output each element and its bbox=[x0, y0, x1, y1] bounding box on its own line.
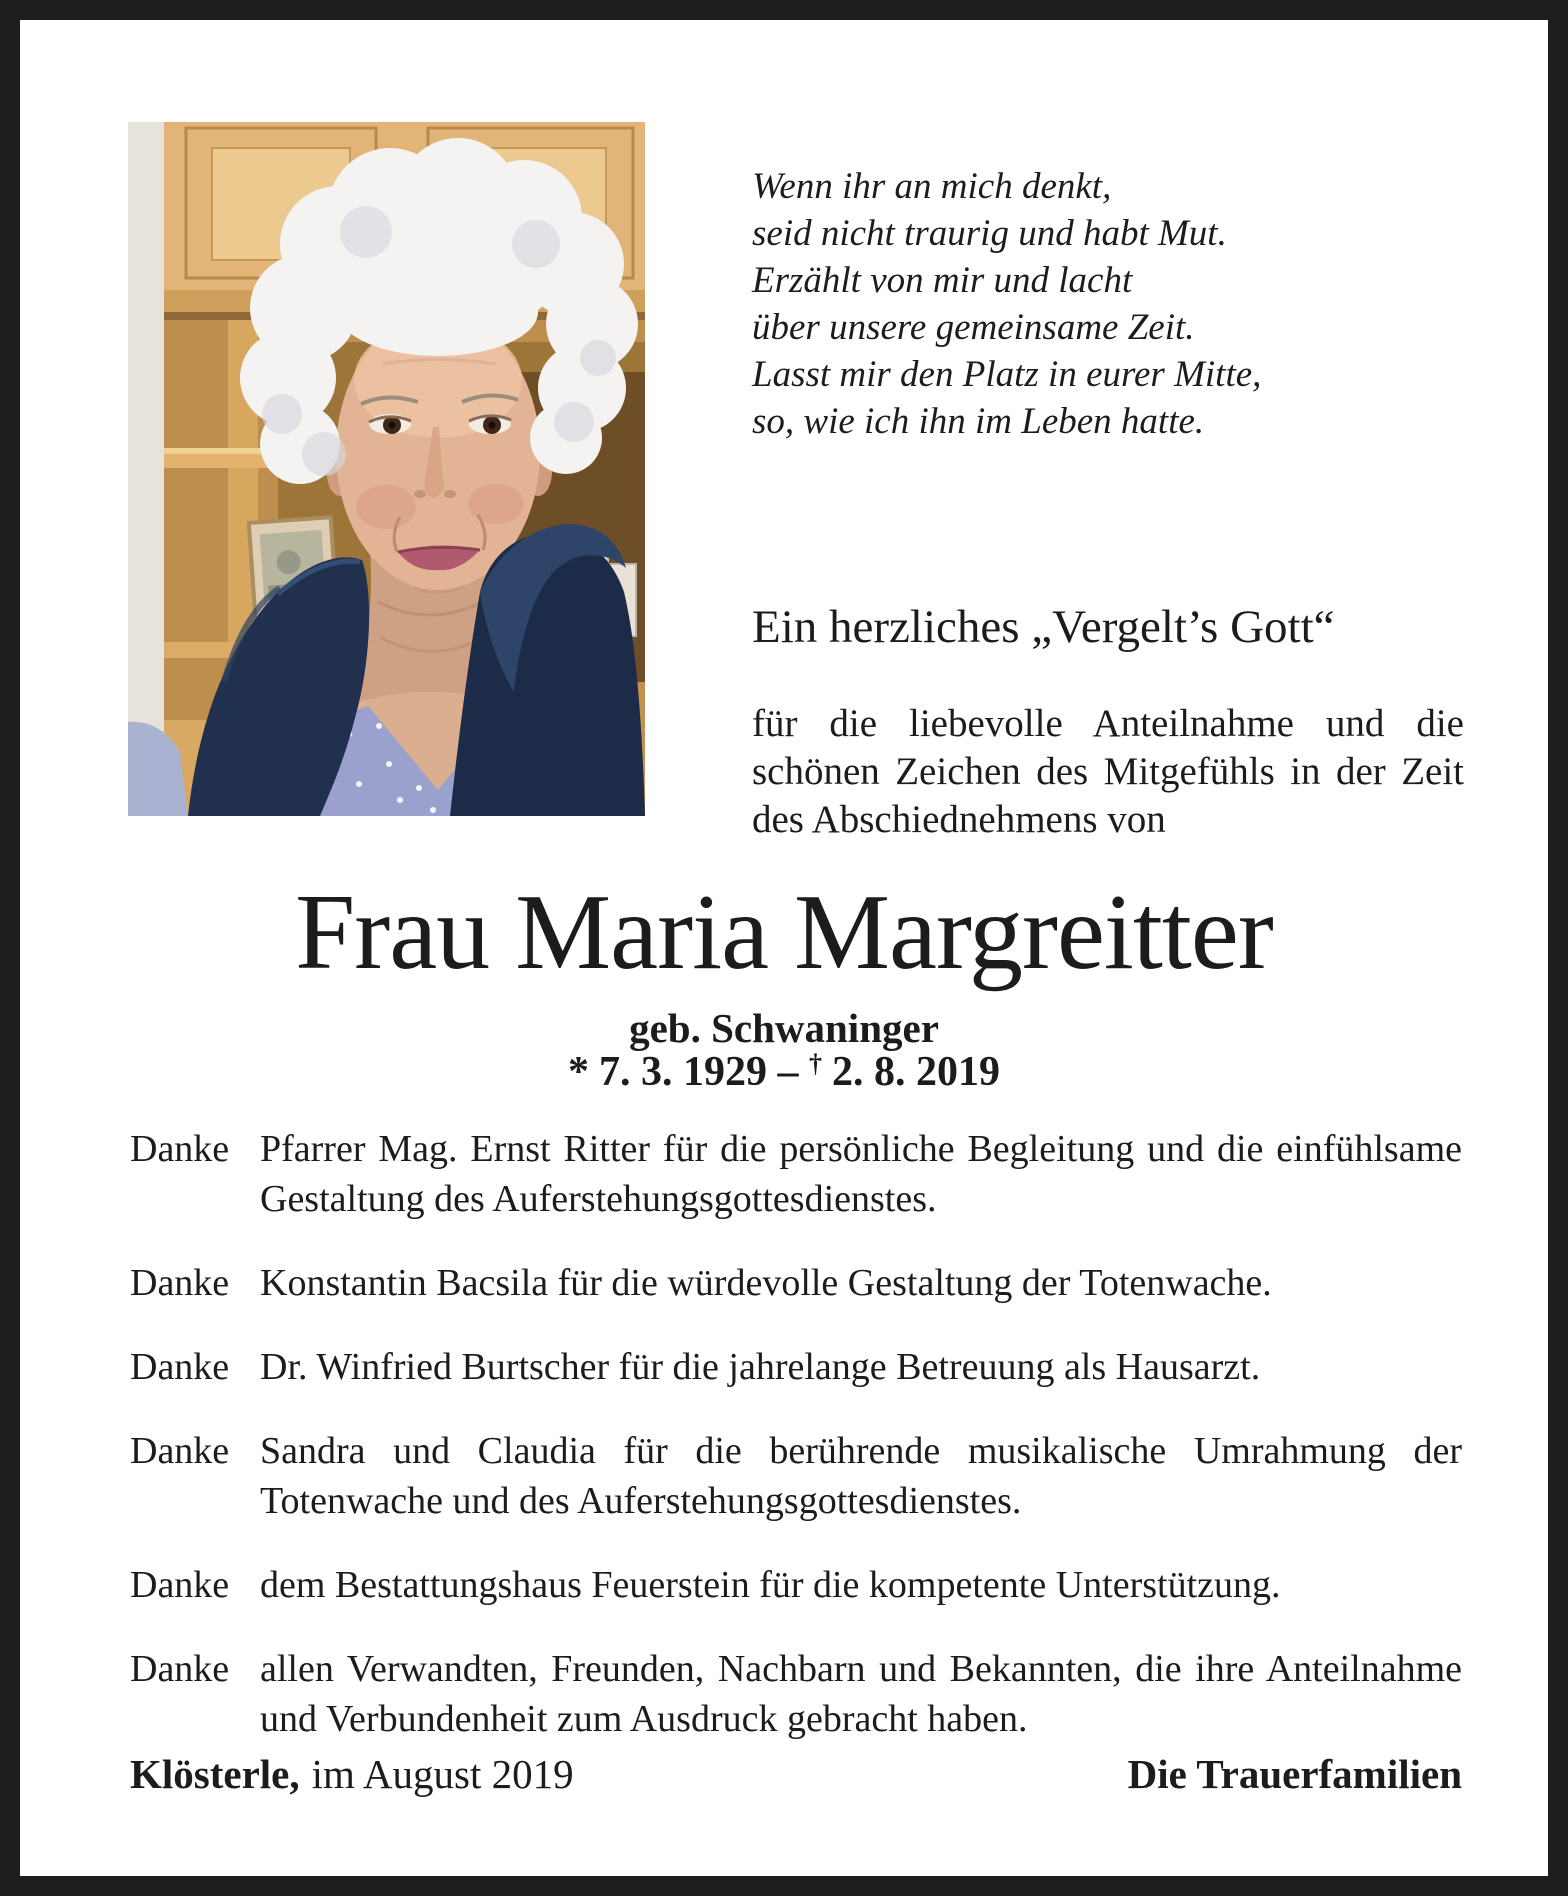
footer-signature: Die Trauerfamilien bbox=[1127, 1751, 1462, 1797]
danke-label: Danke bbox=[130, 1128, 230, 1170]
thanks-heading: Ein herzliches „Vergelt’s Gott“ bbox=[752, 601, 1335, 653]
footer-place-date bbox=[130, 1750, 574, 1798]
danke-label: Danke bbox=[130, 1346, 230, 1388]
acknowledgement-text: Konstantin Bacsila für die würdevolle Gestaltung der Totenwache. bbox=[260, 1262, 1272, 1304]
poem-line: seid nicht traurig und habt Mut. bbox=[752, 213, 1227, 254]
acknowledgement-list bbox=[130, 1124, 1462, 1778]
date-separator: – bbox=[777, 1049, 799, 1095]
acknowledgement-item bbox=[130, 1258, 1462, 1308]
poem-line: so, wie ich ihn im Leben hatte. bbox=[752, 401, 1205, 442]
acknowledgement-item bbox=[130, 1426, 1462, 1526]
portrait-photo bbox=[128, 122, 645, 816]
maiden-name: geb. Schwaninger bbox=[629, 1005, 939, 1051]
poem-line: Wenn ihr an mich denkt, bbox=[752, 166, 1112, 207]
death-symbol: † bbox=[808, 1048, 822, 1078]
footer-place: Klösterle, bbox=[130, 1751, 300, 1797]
acknowledgement-text: Sandra und Claudia für die berührende musikalische Umrahmung der Totenwache und des Auferstehungsgottesdienstes. bbox=[260, 1430, 1462, 1522]
memorial-poem bbox=[752, 163, 1472, 445]
acknowledgement-item bbox=[130, 1342, 1462, 1392]
footer-date: im August 2019 bbox=[311, 1751, 574, 1797]
birth-date: 7. 3. 1929 bbox=[598, 1049, 767, 1095]
acknowledgement-text: Pfarrer Mag. Ernst Ritter für die persönliche Begleitung und die einfühlsame Gestaltung des Auferstehungsgottesdienstes. bbox=[260, 1128, 1462, 1220]
birth-symbol: * bbox=[567, 1049, 589, 1095]
poem-line: Lasst mir den Platz in eurer Mitte, bbox=[752, 354, 1262, 395]
danke-label: Danke bbox=[130, 1430, 230, 1472]
footer bbox=[130, 1750, 1462, 1798]
poem-line: über unsere gemeinsame Zeit. bbox=[752, 307, 1195, 348]
poem-line: Erzählt von mir und lacht bbox=[752, 260, 1133, 301]
danke-label: Danke bbox=[130, 1262, 230, 1304]
death-date: 2. 8. 2019 bbox=[832, 1049, 1000, 1095]
acknowledgement-item bbox=[130, 1644, 1462, 1744]
acknowledgement-item bbox=[130, 1124, 1462, 1224]
acknowledgement-text: Dr. Winfried Burtscher für die jahrelange Betreuung als Hausarzt. bbox=[260, 1346, 1261, 1388]
acknowledgement-text: allen Verwandten, Freunden, Nachbarn und Bekannten, die ihre Anteilnahme und Verbundenheit zum Ausdruck gebracht haben. bbox=[260, 1648, 1462, 1740]
deceased-name: Frau Maria Margreitter bbox=[295, 873, 1273, 992]
danke-label: Danke bbox=[130, 1564, 230, 1606]
life-dates bbox=[110, 1048, 1458, 1096]
danke-label: Danke bbox=[130, 1648, 230, 1690]
acknowledgement-item bbox=[130, 1560, 1462, 1610]
thanks-intro: für die liebevolle Anteilnahme und die schönen Zeichen des Mitgefühls in der Zeit des Abschiednehmens von bbox=[752, 702, 1464, 841]
acknowledgement-text: dem Bestattungshaus Feuerstein für die kompetente Unterstützung. bbox=[260, 1564, 1281, 1606]
